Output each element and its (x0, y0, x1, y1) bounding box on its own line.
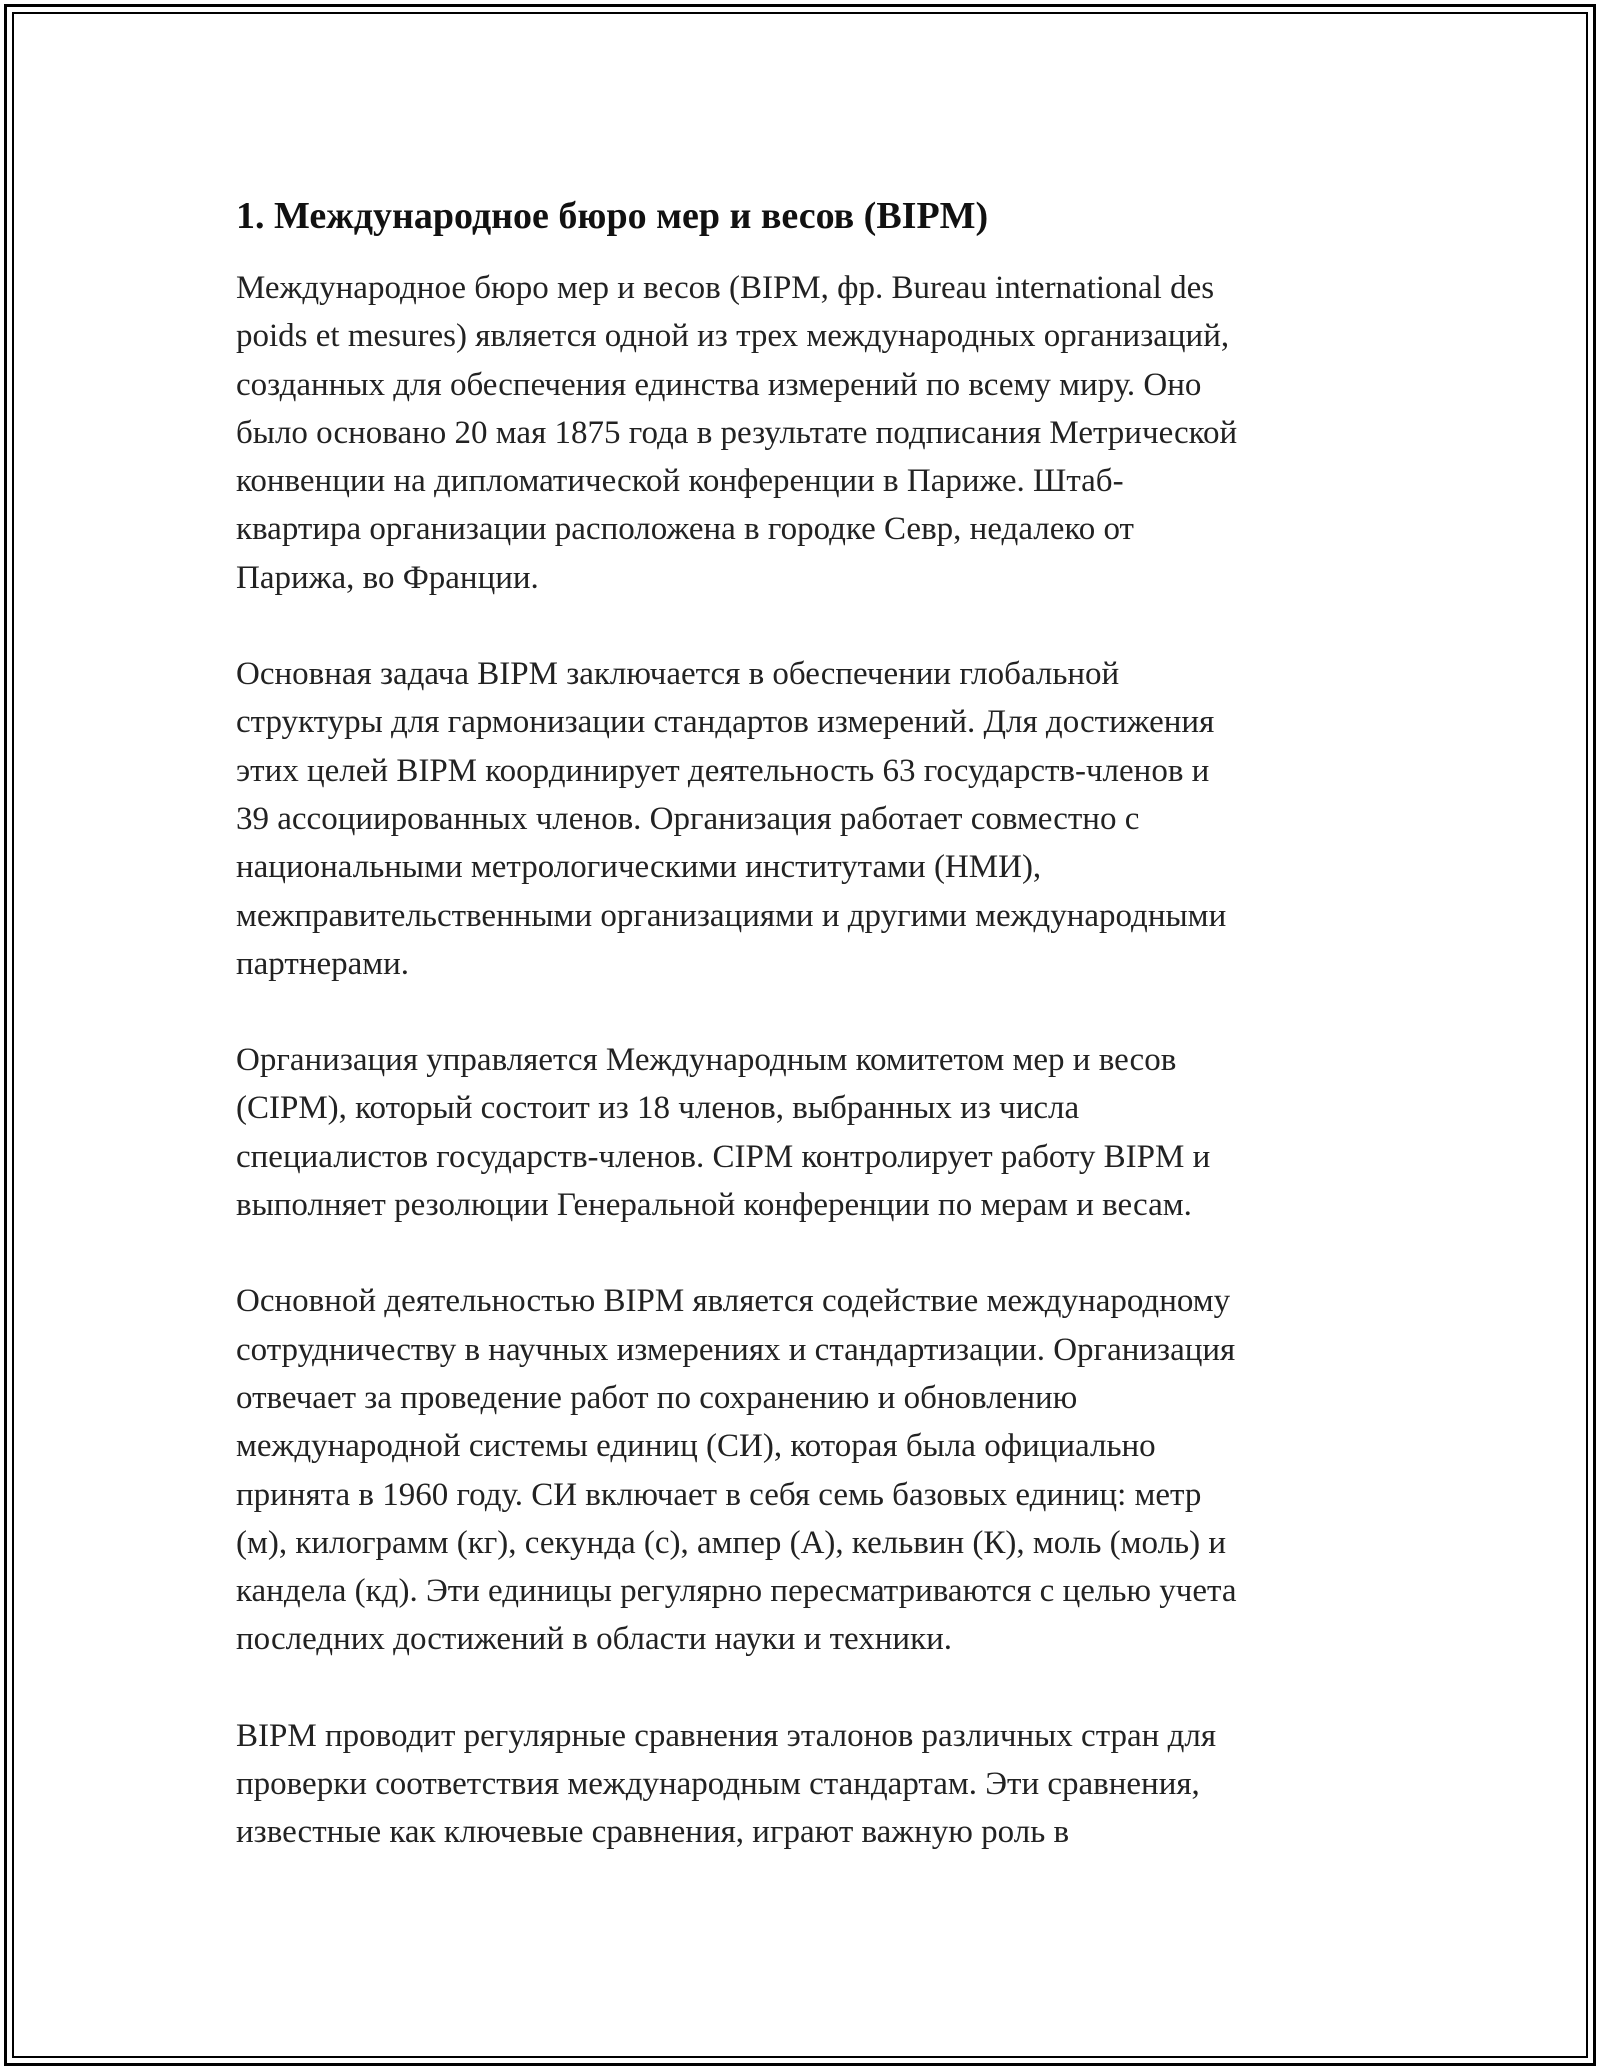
text-line: BIPM проводит регулярные сравнения эталонов различных стран для (236, 1717, 1217, 1754)
text-line: (м), килограмм (кг), секунда (с), ампер (А), кельвин (К), моль (моль) и (236, 1524, 1226, 1561)
text-line: было основано 20 мая 1875 года в результате подписания Метрической (236, 414, 1238, 451)
text-line: выполняет резолюции Генеральной конференции по мерам и весам. (236, 1187, 1192, 1224)
paragraph-governance (236, 1036, 1366, 1229)
text-line: международной системы единиц (СИ), которая была официально (236, 1428, 1156, 1465)
text-line: созданных для обеспечения единства измерений по всему миру. Оно (236, 366, 1202, 403)
text-line: сотрудничеству в научных измерениях и стандартизации. Организация (236, 1331, 1236, 1368)
document-body (236, 188, 1366, 1905)
text-line: проверки соответствия международным стандартам. Эти сравнения, (236, 1766, 1200, 1803)
text-line: межправительственными организациями и другими международными (236, 897, 1227, 934)
paragraph-intro (236, 264, 1366, 602)
text-line: структуры для гармонизации стандартов измерений. Для достижения (236, 704, 1215, 741)
text-line: Международное бюро мер и весов (BIPM, фр. Bureau international des (236, 270, 1215, 306)
text-line: специалистов государств-членов. CIPM контролирует работу BIPM и (236, 1138, 1211, 1175)
text-line: отвечает за проведение работ по сохранению и обновлению (236, 1379, 1078, 1416)
text-line: квартира организации расположена в городке Севр, недалеко от (236, 511, 1134, 548)
text-line: партнерами. (236, 945, 410, 982)
text-line: poids et mesures) является одной из трех международных организаций, (236, 318, 1230, 355)
text-line: принята в 1960 году. СИ включает в себя семь базовых единиц: метр (236, 1476, 1202, 1513)
text-line: Парижа, во Франции. (236, 559, 539, 596)
text-line: Организация управляется Международным комитетом мер и весов (236, 1042, 1177, 1079)
text-line: этих целей BIPM координирует деятельность 63 государств-членов и (236, 752, 1210, 789)
text-line: национальными метрологическими институтами (НМИ), (236, 849, 1042, 886)
section-heading: 1. Международное бюро мер и весов (BIPM) (236, 195, 989, 237)
text-line: известные как ключевые сравнения, играют важную роль в (236, 1814, 1070, 1851)
text-line: конвенции на дипломатической конференции в Париже. Штаб- (236, 463, 1124, 500)
paragraph-main-task (236, 650, 1366, 988)
paragraph-comparisons (236, 1712, 1366, 1857)
text-line: последних достижений в области науки и техники. (236, 1621, 953, 1658)
text-line: Основной деятельностью BIPM является содействие международному (236, 1283, 1231, 1320)
text-line: (CIPM), который состоит из 18 членов, выбранных из числа (236, 1090, 1080, 1127)
paragraph-activity (236, 1277, 1366, 1663)
text-line: 39 ассоциированных членов. Организация работает совместно с (236, 800, 1140, 837)
text-line: кандела (кд). Эти единицы регулярно пересматриваются с целью учета (236, 1573, 1237, 1610)
text-line: Основная задача BIPM заключается в обеспечении глобальной (236, 656, 1120, 693)
